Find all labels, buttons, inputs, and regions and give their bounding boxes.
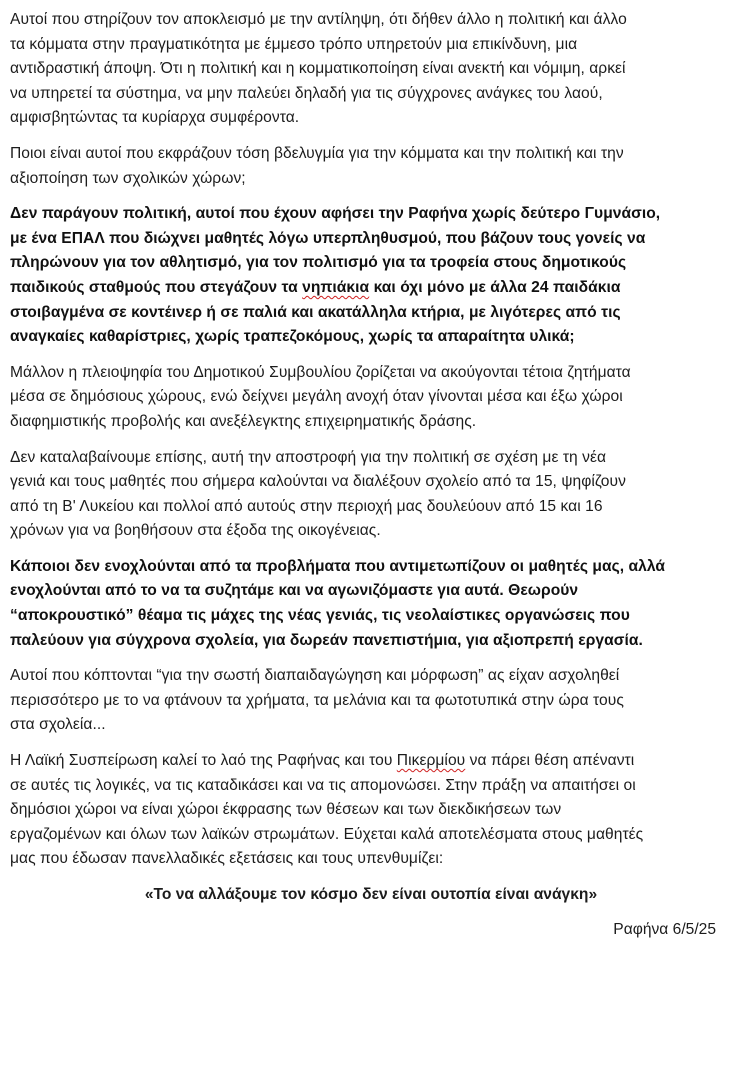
paragraph-line: με ένα ΕΠΑΛ που διώχνει μαθητές λόγω υπερπληθυσμού, που βάζουν τους γονείς να <box>10 229 646 247</box>
paragraph-line: Ποιοι είναι αυτοί που εκφράζουν τόση βδελυγμία για την κόμματα και την πολιτική και την <box>10 144 624 162</box>
paragraph-line: Δεν καταλαβαίνουμε επίσης, αυτή την αποστροφή για την πολιτική σε σχέση με τη νέα <box>10 448 607 466</box>
paragraph-line: Αυτοί που στηρίζουν τον αποκλεισμό με την αντίληψη, ότι δήθεν άλλο η πολιτική και άλλο <box>10 11 627 28</box>
paragraph-2 <box>10 142 732 191</box>
paragraph-line: τα κόμματα στην πραγματικότητα με έμμεσο τρόπο υπηρετούν μια επικίνδυνη, μια <box>10 35 578 53</box>
paragraph-line: παιδικούς σταθμούς που στεγάζουν τα νηπιάκια και όχι μόνο με άλλα 24 παιδάκια <box>10 278 621 296</box>
paragraph-line: μας που έδωσαν πανελλαδικές εξετάσεις και τους υπενθυμίζει: <box>10 850 444 868</box>
paragraph-line: διαφημιστικής προβολής και ανεξέλεγκτης επιχειρηματικής δράσης. <box>10 412 477 430</box>
document-page <box>10 8 732 942</box>
paragraph-line: αξιοποίηση των σχολικών χώρων; <box>10 169 246 187</box>
paragraph-line: Δεν παράγουν πολιτική, αυτοί που έχουν αφήσει την Ραφήνα χωρίς δεύτερο Γυμνάσιο, <box>10 205 661 223</box>
paragraph-line: Κάποιοι δεν ενοχλούνται από τα προβλήματα που αντιμετωπίζουν οι μαθητές μας, αλλά <box>10 557 666 575</box>
paragraph-line: “αποκρουστικό” θέαμα τις μάχες της νέας γενιάς, τις νεολαίστικες οργανώσεις που <box>10 607 630 625</box>
paragraph-line: στα σχολεία... <box>10 716 106 734</box>
paragraph-line: περισσότερο με το να φτάνουν τα χρήματα, τα μελάνια και τα φωτοτυπικά στην ώρα τους <box>10 691 624 709</box>
paragraph-line: ενοχλούνται από το να τα συζητάμε και να αγωνιζόμαστε για αυτά. Θεωρούν <box>10 582 579 600</box>
document-body <box>10 8 732 872</box>
closing-quote: «Το να αλλάξουμε τον κόσμο δεν είναι ουτοπία είναι ανάγκη» <box>144 886 598 903</box>
paragraph-line: δημόσιοι χώροι να είναι χώροι έκφρασης των θέσεων και των διεκδικήσεων των <box>10 801 562 819</box>
signature-place-date: Ραφήνα 6/5/25 <box>613 920 716 938</box>
paragraph-line: γενιά και τους μαθητές που σήμερα καλούνται να διαλέξουν σχολείο από τα 15, ψηφίζουν <box>10 473 626 491</box>
paragraph-line: στοιβαγμένα σε κοντέινερ ή σε παλιά και ακατάλληλα κτήρια, με λιγότερες από τις <box>10 303 621 321</box>
spellcheck-mark: Πικερμίου <box>396 752 466 770</box>
paragraph-line: αναγκαίες καθαρίστριες, χωρίς τραπεζοκόμους, χωρίς τα απαραίτητα υλικά; <box>10 328 575 346</box>
paragraph-line: χρόνων για να βοηθήσουν στα έξοδα της οικογένειας. <box>10 522 381 540</box>
paragraph-line: αντιδραστική άποψη. Ότι η πολιτική και η κομματικοποίηση είναι ανεκτή και νόμιμη, αρκεί <box>10 60 626 78</box>
paragraph-line: από τη Β' Λυκείου και πολλοί από αυτούς στην περιοχή μας δουλεύουν από 15 και 16 <box>10 497 603 515</box>
paragraph-line: Η Λαϊκή Συσπείρωση καλεί το λαό της Ραφήνας και του Πικερμίου να πάρει θέση απέναντι <box>10 752 635 770</box>
spellcheck-mark: νηπιάκια <box>302 278 370 296</box>
paragraph-4 <box>10 361 732 435</box>
paragraph-line: αμφισβητώντας τα κυρίαρχα συμφέροντα. <box>10 109 300 127</box>
paragraph-5 <box>10 446 732 544</box>
paragraph-line: μέσα σε δημόσιους χώρους, ενώ δείχνει μεγάλη ανοχή όταν γίνονται μέσα και έξω χώροι <box>10 388 623 406</box>
paragraph-line: Μάλλον η πλειοψηφία του Δημοτικού Συμβουλίου ζορίζεται να ακούγονται τέτοια ζητήματα <box>10 363 631 381</box>
paragraph-7 <box>10 664 732 738</box>
paragraph-line: εργαζομένων και όλων των λαϊκών στρωμάτων. Εύχεται καλά αποτελέσματα στους μαθητές <box>10 825 644 843</box>
paragraph-line: Αυτοί που κόπτονται “για την σωστή διαπαιδαγώγηση και μόρφωση” ας είχαν ασχοληθεί <box>10 667 620 685</box>
paragraph-line: να υπηρετεί τα σύστημα, να μην παλεύει δηλαδή για τις σύγχρονες ανάγκες του λαού, <box>10 84 603 102</box>
paragraph-3 <box>10 202 732 350</box>
paragraph-6 <box>10 555 732 653</box>
paragraph-line: πληρώνουν για τον αθλητισμό, για τον πολιτισμό για τα τροφεία στους δημοτικούς <box>10 254 627 272</box>
paragraph-1 <box>10 8 732 131</box>
paragraph-line: σε αυτές τις λογικές, να τις καταδικάσει και να τις απομονώσει. Στην πράξη να απαιτήσει οι <box>10 776 636 794</box>
paragraph-8 <box>10 749 732 872</box>
paragraph-line: παλεύουν για σύγχρονα σχολεία, για δωρεάν πανεπιστήμια, για αξιοπρεπή εργασία. <box>10 631 643 649</box>
